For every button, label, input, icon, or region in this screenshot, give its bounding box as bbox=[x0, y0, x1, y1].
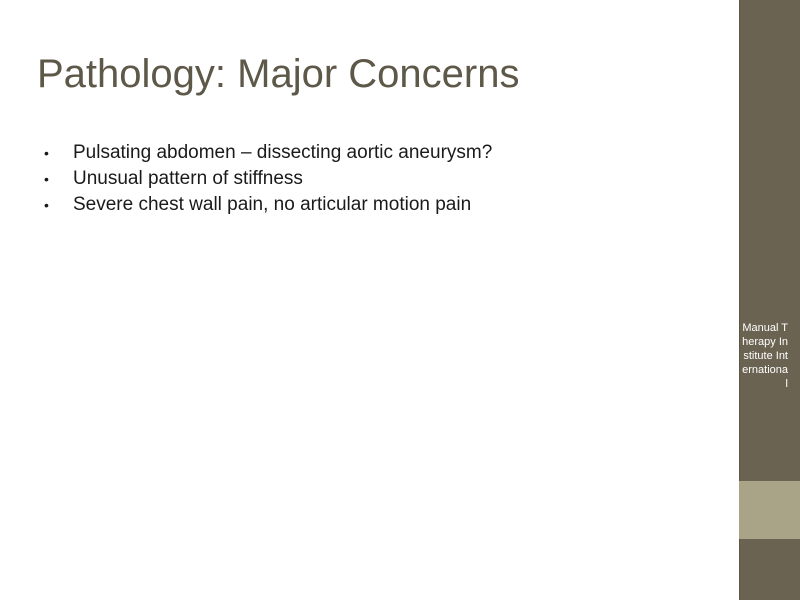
bullet-list bbox=[44, 140, 724, 218]
sidebar-accent-block bbox=[739, 481, 800, 539]
bullet-text: Unusual pattern of stiffness bbox=[73, 168, 303, 189]
bullet-item bbox=[44, 140, 724, 166]
bullet-text: Pulsating abdomen – dissecting aortic aneurysm? bbox=[73, 142, 493, 163]
bullet-text: Severe chest wall pain, no articular motion pain bbox=[73, 194, 472, 215]
sidebar-label: Manual Therapy Institute International bbox=[742, 322, 788, 390]
bullet-item bbox=[44, 166, 724, 192]
bullet-item bbox=[44, 192, 724, 218]
slide-title: Pathology: Major Concerns bbox=[37, 52, 520, 96]
bullet-marker: • bbox=[44, 171, 49, 187]
bullet-marker: • bbox=[44, 197, 49, 213]
bullet-marker: • bbox=[44, 145, 49, 161]
